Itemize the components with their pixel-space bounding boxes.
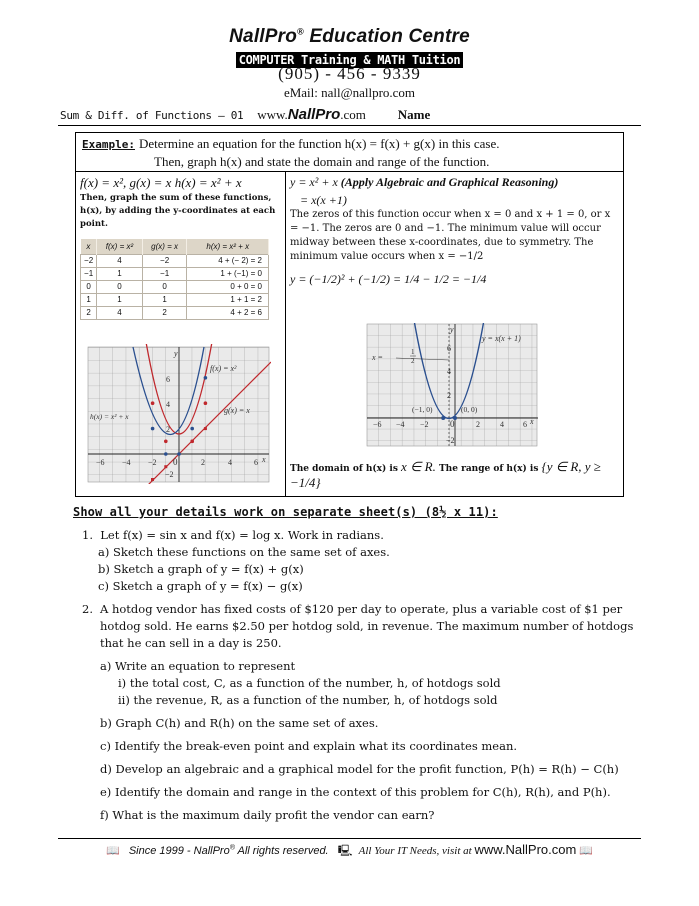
table-cell: 4	[97, 254, 142, 267]
table-cell: −1	[81, 267, 97, 280]
table-cell: 0	[142, 280, 187, 293]
sum-functions-graph	[86, 344, 271, 484]
question-part: f) What is the maximum daily profit the vendor can earn?	[100, 808, 435, 822]
factored-equation: = x(x +1)	[300, 193, 347, 207]
svg-text:6: 6	[447, 344, 451, 353]
table-cell: 4 + 2 = 6	[187, 306, 269, 319]
table-row	[81, 254, 269, 267]
name-label: Name	[397, 107, 431, 122]
question-subpart: i) the total cost, C, as a function of the number, h, of hotdogs sold	[118, 676, 501, 690]
svg-text:y: y	[174, 349, 178, 358]
table-cell: 1	[81, 293, 97, 306]
svg-text:6: 6	[254, 458, 258, 467]
svg-text:0: 0	[173, 457, 178, 467]
zero-point	[441, 416, 445, 420]
table-cell: 4	[97, 306, 142, 319]
brand-name: NallPro	[229, 26, 298, 47]
example-label: Example:	[82, 138, 135, 151]
svg-text:−2: −2	[148, 458, 157, 467]
table-row	[81, 267, 269, 280]
svg-text:−2: −2	[420, 420, 429, 429]
question-part: a) Write an equation to represent	[100, 659, 296, 673]
footer-divider	[58, 838, 641, 839]
min-calculation: y = (−1/2)² + (−1/2) = 1/4 − 1/2 = −1/4	[290, 272, 487, 286]
header-divider	[58, 125, 641, 126]
svg-text:0: 0	[450, 419, 455, 429]
table-cell: 1 + 1 = 2	[187, 293, 269, 306]
question-part: b) Sketch a graph of y = f(x) + g(x)	[98, 562, 304, 576]
www-brand: NallPro	[287, 106, 341, 123]
sheet-subheader	[60, 106, 640, 123]
column-divider	[285, 172, 286, 497]
question-part: c) Sketch a graph of y = f(x) − g(x)	[98, 579, 303, 593]
question-part: d) Develop an algebraic and a graphical model for the profit function, P(h) = R(h) − C(h)	[100, 762, 619, 776]
question-number: 2.	[82, 602, 93, 616]
svg-text:−4: −4	[396, 420, 405, 429]
g-label: g(x) = x	[224, 406, 250, 415]
svg-text:4: 4	[500, 420, 504, 429]
svg-text:−2: −2	[446, 436, 455, 445]
table-cell: 1	[97, 293, 142, 306]
svg-text:x: x	[530, 417, 534, 426]
svg-text:−2: −2	[165, 470, 174, 479]
table-header: g(x) = x	[142, 239, 187, 254]
registered-mark: ®	[297, 26, 304, 37]
example-line-1: Determine an equation for the function h(x) = f(x) + g(x) in this case.	[138, 136, 500, 151]
table-cell: −1	[142, 267, 187, 280]
brand-title	[0, 26, 699, 48]
question-part: c) Identify the break-even point and explain what its coordinates mean.	[100, 739, 518, 753]
url-brand: NallPro	[505, 842, 549, 857]
example-right-column	[290, 175, 620, 287]
question-text: Let f(x) = sin x and f(x) = log x. Work in radians.	[100, 528, 384, 542]
instructions-heading: Show all your details work on separate sheet(s) (8½ x 11):	[73, 505, 498, 519]
table-cell: 0	[81, 280, 97, 293]
www-prefix: www.	[257, 107, 288, 122]
website-link[interactable]	[257, 107, 366, 122]
function-definitions: f(x) = x², g(x) = x h(x) = x² + x	[80, 175, 242, 190]
question-text: A hotdog vendor has fixed costs of $120 per day to operate, plus a variable cost of $1 per hotdog sold. He earns $2.50 per hotdog sold, in revenue. The maximum number of hotdogs that he can sell in a day is 250.	[100, 602, 634, 650]
table-row	[81, 306, 269, 319]
zero-label-2: (0, 0)	[461, 405, 478, 414]
symmetry-label: x =	[372, 353, 383, 362]
question-number: 1.	[82, 528, 93, 542]
footer-tagline: All Your IT Needs, visit at	[358, 845, 475, 857]
question-part: a) Sketch these functions on the same set of axes.	[98, 545, 390, 559]
table-cell: −2	[142, 254, 187, 267]
table-cell: 2	[142, 306, 187, 319]
example-box	[75, 132, 624, 497]
table-cell: 0 + 0 = 0	[187, 280, 269, 293]
url-suffix: .com	[548, 842, 577, 857]
table-header: h(x) = x² + x	[187, 239, 269, 254]
svg-text:6: 6	[523, 420, 527, 429]
footer-copyright: Since 1999 - NallPro	[128, 845, 230, 857]
f-label: f(x) = x²	[210, 364, 237, 373]
footer	[0, 842, 699, 861]
svg-text:−4: −4	[122, 458, 131, 467]
zeros-explanation: The zeros of this function occur when x = 0 and x + 1 = 0, or x = −1. The zeros are 0 and −1. The minimum value will occur midway between these x-coordinates, due to symmetry. The minimum value occurs when x = −1/2	[290, 209, 611, 262]
domain-range-statement	[290, 459, 620, 491]
values-table	[80, 239, 269, 320]
equation-main: y = x² + x	[290, 175, 338, 189]
table-cell: 4 + (− 2) = 2	[187, 254, 269, 267]
question-1	[82, 527, 642, 595]
svg-text:6: 6	[166, 375, 170, 384]
sheet-code: Sum & Diff. of Functions – 01	[60, 109, 244, 122]
table-row	[81, 280, 269, 293]
footer-rights: All rights reserved.	[234, 845, 329, 857]
question-2	[82, 601, 642, 824]
svg-text:4: 4	[447, 367, 451, 376]
table-cell: 0	[97, 280, 142, 293]
example-line-2: Then, graph h(x) and state the domain and range of the function.	[154, 154, 490, 169]
svg-text:2: 2	[166, 425, 170, 434]
svg-text:x: x	[262, 455, 266, 464]
table-cell: 1	[97, 267, 142, 280]
parabola-graph	[366, 323, 541, 448]
url-prefix: www.	[474, 842, 506, 857]
question-part: b) Graph C(h) and R(h) on the same set of axes.	[100, 716, 379, 730]
table-header: f(x) = x²	[97, 239, 142, 254]
svg-text:2: 2	[411, 357, 415, 365]
equation-note: (Apply Algebraic and Graphical Reasoning)	[340, 175, 559, 189]
svg-text:1: 1	[411, 348, 415, 356]
brand-suffix: Education Centre	[303, 26, 470, 47]
range-math: {y ∈ R, y ≥ −1/4}	[290, 459, 601, 490]
table-cell: 2	[81, 306, 97, 319]
phone-number: (905) - 456 - 9339	[278, 64, 421, 83]
email-address: eMail: nall@nallpro.com	[283, 85, 416, 100]
domain-math: x ∈ R.	[401, 459, 436, 474]
table-header-row	[81, 239, 269, 254]
svg-text:4: 4	[228, 458, 232, 467]
h-label: h(x) = x² + x	[90, 412, 129, 421]
svg-text:4: 4	[166, 400, 170, 409]
example-header	[76, 133, 623, 172]
question-subpart: ii) the revenue, R, as a function of the number, h, of hotdogs sold	[118, 693, 498, 707]
svg-text:y: y	[450, 325, 454, 334]
table-header: x	[81, 239, 97, 254]
svg-text:2: 2	[476, 420, 480, 429]
equation-line	[290, 175, 620, 190]
svg-text:−6: −6	[373, 420, 382, 429]
example-left-column	[80, 175, 283, 320]
range-text: The range of h(x) is	[438, 464, 539, 474]
zero-label-1: (−1, 0)	[412, 405, 433, 414]
footer-website-link[interactable]	[474, 842, 576, 857]
book-icon: 📖	[105, 844, 120, 857]
svg-text:−6: −6	[96, 458, 105, 467]
question-part: e) Identify the domain and range in the context of this problem for C(h), R(h), and P(h).	[100, 785, 611, 799]
registered-mark: ®	[229, 844, 235, 852]
www-suffix: .com	[340, 107, 366, 122]
curve-label: y = x(x + 1)	[482, 334, 521, 343]
svg-text:2: 2	[201, 458, 205, 467]
table-cell: 1	[142, 293, 187, 306]
computer-icon: 🖳	[337, 844, 353, 857]
table-row	[81, 293, 269, 306]
table-cell: −2	[81, 254, 97, 267]
book-icon: 📖	[579, 844, 594, 857]
tagline: COMPUTER Training & MATH Tuition	[236, 52, 464, 68]
left-description: Then, graph the sum of these functions, h(x), by adding the y-coordinates at each point.	[80, 193, 276, 229]
svg-text:2: 2	[447, 391, 451, 400]
domain-text: The domain of h(x) is	[290, 464, 398, 474]
table-cell: 1 + (−1) = 0	[187, 267, 269, 280]
